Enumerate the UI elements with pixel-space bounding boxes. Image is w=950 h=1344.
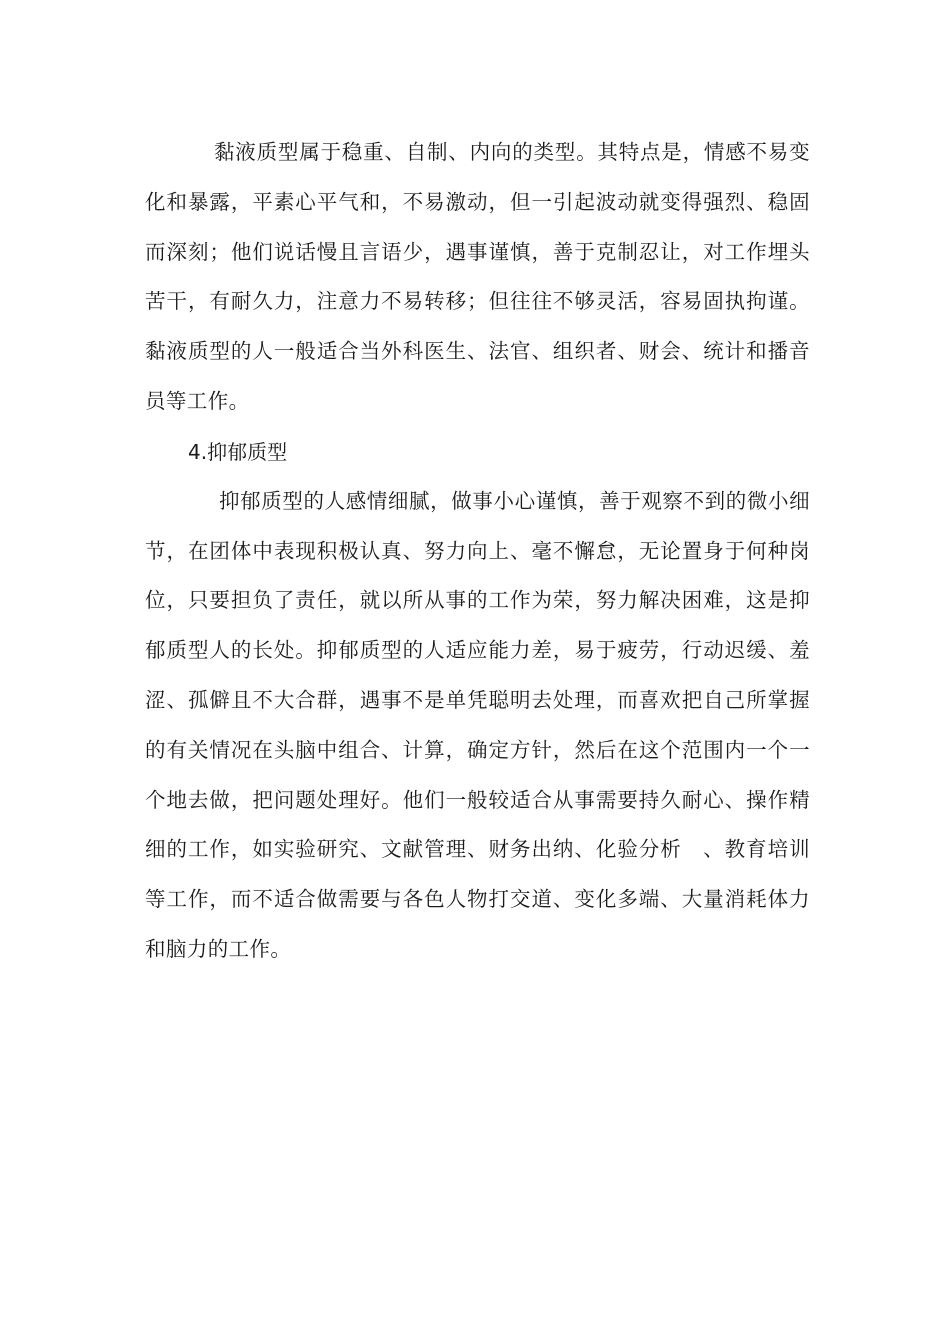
- paragraph-melancholic-type: 抑郁质型的人感情细腻，做事小心谨慎，善于观察不到的微小细节，在团体中表现积极认真、努力向上、毫不懈怠，无论置身于何种岗位，只要担负了责任，就以所从事的工作为荣，努力解决困难，这是抑郁质型人的长处。抑郁质型的人适应能力差，易于疲劳，行动迟缓、羞涩、孤僻且不大合群，遇事不是单凭聪明去处理，而喜欢把自己所掌握的有关情况在头脑中组合、计算，确定方针，然后在这个范围内一个一个地去做，把问题处理好。他们一般较适合从事需要持久耐心、操作精细的工作，如实验研究、文献管理、财务出纳、化验分析 、教育培训等工作，而不适合做需要与各色人物打交道、变化多端、大量消耗体力和脑力的工作。: [145, 488, 810, 961]
- section-heading-melancholic-type: 4.抑郁质型: [188, 439, 288, 464]
- document-body: [145, 128, 810, 975]
- paragraph-phlegmatic-type: 黏液质型属于稳重、自制、内向的类型。其特点是，情感不易变化和暴露，平素心平气和，不易激动，但一引起波动就变得强烈、稳固而深刻；他们说话慢且言语少，遇事谨慎，善于克制忍让，对工作埋头苦干，有耐久力，注意力不易转移；但往往不够灵活，容易固执拘谨。黏液质型的人一般适合当外科医生、法官、组织者、财会、统计和播音员等工作。: [145, 140, 810, 413]
